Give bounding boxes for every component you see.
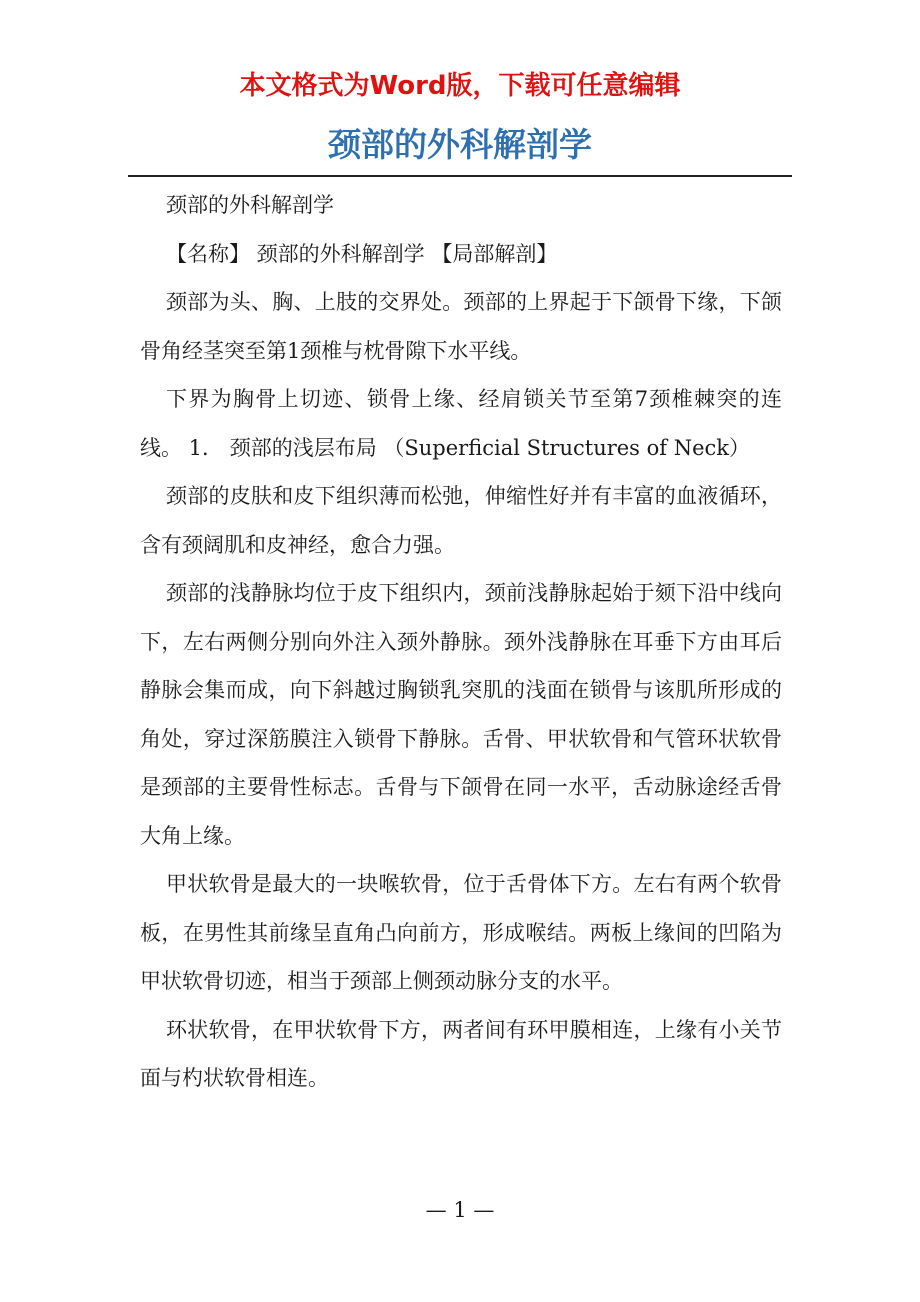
paragraph: 甲状软骨是最大的一块喉软骨，位于舌骨体下方。左右有两个软骨板，在男性其前缘呈直角凸向前方，形成喉结。两板上缘间的凹陷为甲状软骨切迹，相当于颈部上侧颈动脉分支的水平。 <box>140 872 782 993</box>
header-divider <box>128 175 792 177</box>
paragraph: 下界为胸骨上切迹、锁骨上缘、经肩锁关节至第7颈椎棘突的连线。 1． 颈部的浅层布局 （Superficial Structures of Neck） <box>140 387 782 460</box>
paragraph: 颈部为头、胸、上肢的交界处。颈部的上界起于下颌骨下缘，下颌骨角经茎突至第1颈椎与枕骨隙下水平线。 <box>140 290 782 363</box>
paragraph: 颈部的外科解剖学 <box>166 193 334 217</box>
document-body <box>140 181 782 1103</box>
paragraph: 颈部的皮肤和皮下组织薄而松弛，伸缩性好并有丰富的血液循环，含有颈阔肌和皮神经，愈合力强。 <box>140 484 782 557</box>
download-banner: 本文格式为Word版，下载可任意编辑 <box>239 71 681 101</box>
paragraph: 环状软骨，在甲状软骨下方，两者间有环甲膜相连，上缘有小关节面与杓状软骨相连。 <box>140 1017 782 1090</box>
paragraph: 【名称】 颈部的外科解剖学 【局部解剖】 <box>166 241 558 266</box>
paragraph: 颈部的浅静脉均位于皮下组织内，颈前浅静脉起始于颏下沿中线向下，左右两侧分别向外注入颈外静脉。颈外浅静脉在耳垂下方由耳后静脉会集而成，向下斜越过胸锁乳突肌的浅面在锁骨与该肌所形成的角处，穿过深筋膜注入锁骨下静脉。舌骨、甲状软骨和气管环状软骨是颈部的主要骨性标志。舌骨与下颌骨在同一水平，舌动脉途经舌骨大角上缘。 <box>140 581 782 848</box>
page-number: — 1 — <box>425 1198 495 1222</box>
document-title: 颈部的外科解剖学 <box>328 125 592 164</box>
